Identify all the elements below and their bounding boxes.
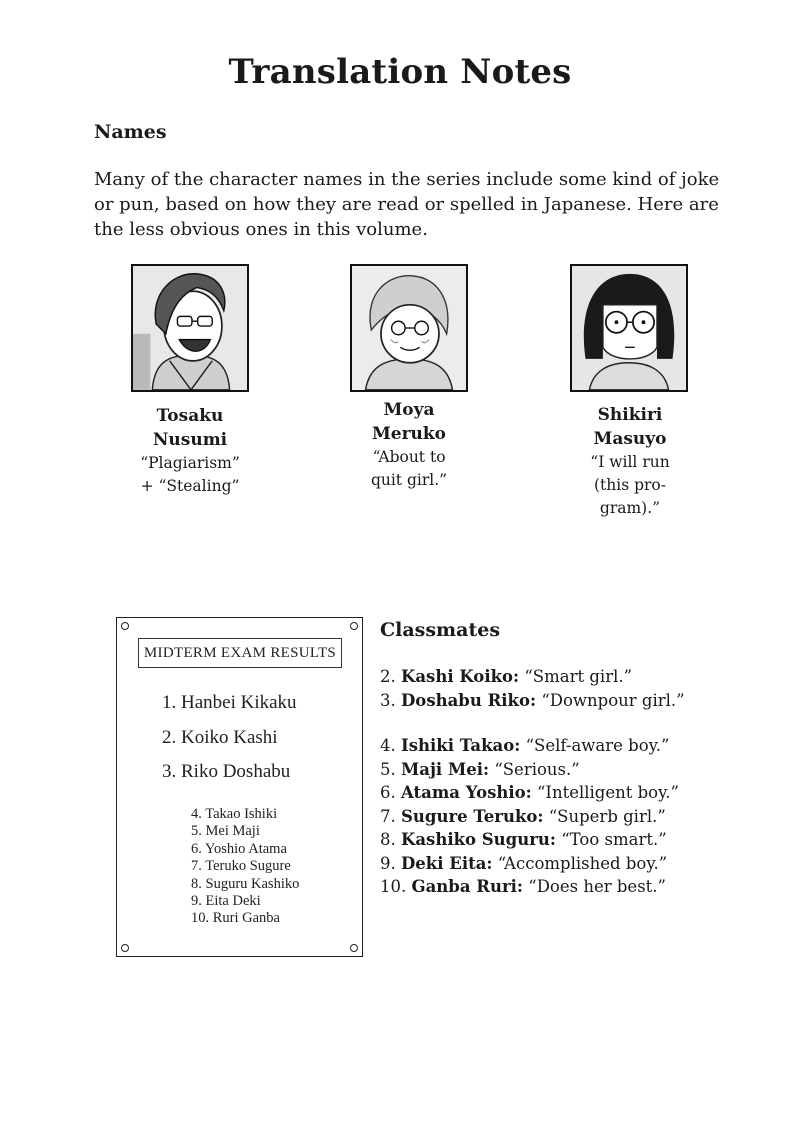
shikiri-portrait-image (572, 266, 686, 390)
classmate-number: 4. (380, 736, 396, 755)
exam-rank-item: 7. Teruko Sugure (191, 858, 291, 875)
exam-rank-item: 4. Takao Ishiki (191, 806, 278, 822)
exam-rank-item: 5. Mei Maji (191, 823, 260, 840)
classmate-name: Atama Yoshio: (401, 783, 532, 802)
classmate-name: Doshabu Riko: (401, 690, 537, 710)
exam-rank-item: 10. Ruri Ganba (191, 910, 280, 927)
character-caption-moya (320, 398, 498, 492)
classmate-meaning: “Self-aware boy.” (525, 736, 670, 755)
classmate-number: 8. (380, 830, 396, 849)
classmate-name: Deki Eita: (401, 853, 493, 873)
classmate-item (380, 828, 685, 852)
classmate-name: Kashi Koiko: (401, 667, 520, 686)
classmate-number: 7. (380, 806, 396, 826)
classmate-item (380, 875, 685, 899)
exam-results-board (116, 617, 363, 957)
classmate-meaning: “Downpour girl.” (541, 690, 685, 710)
classmate-meaning: “Serious.” (494, 759, 580, 779)
character-caption-shikiri (541, 403, 719, 520)
classmate-item (380, 781, 685, 805)
exam-rank-item: 6. Yoshio Atama (191, 840, 287, 857)
moya-portrait-image (352, 266, 466, 390)
screw-icon (350, 622, 358, 630)
portrait-tosaku (131, 264, 249, 392)
classmate-name: Maji Mei: (401, 759, 490, 779)
classmate-number: 3. (380, 690, 396, 710)
classmate-name: Kashiko Suguru: (401, 830, 556, 849)
classmate-item (380, 805, 685, 829)
classmate-number: 2. (380, 667, 396, 686)
exam-board-heading: MIDTERM EXAM RESULTS (138, 638, 342, 668)
classmate-number: 5. (380, 759, 396, 779)
classmate-meaning: “Intelligent boy.” (536, 783, 679, 802)
exam-rank-item: 9. Eita Deki (191, 893, 261, 910)
intro-paragraph: Many of the character names in the series include some kind of joke or pun, based on how they are read or spelled in Japanese. Here are the less obvious ones in this volume. (94, 169, 720, 240)
exam-rank-item: 1. Hanbei Kikaku (162, 692, 297, 713)
character-meaning: “I will run (this pro- gram).” (590, 453, 670, 517)
classmate-number: 6. (380, 783, 396, 802)
exam-rank-item: 2. Koiko Kashi (162, 726, 278, 748)
exam-rank-item: 3. Riko Doshabu (162, 761, 291, 782)
classmate-item (380, 689, 685, 713)
classmate-number: 9. (380, 853, 396, 873)
character-meaning: “Plagiarism” + “Stealing” (140, 454, 240, 495)
exam-rank-item: 8. Suguru Kashiko (191, 875, 300, 892)
screw-icon (121, 944, 129, 952)
page-title: Translation Notes (228, 52, 572, 92)
exam-top-ranks (162, 692, 297, 796)
classmate-item (380, 758, 685, 782)
classmate-item (380, 734, 685, 758)
classmate-name: Ganba Ruri: (411, 877, 524, 896)
exam-other-ranks (191, 806, 299, 928)
classmates-heading: Classmates (380, 619, 501, 641)
classmate-name: Sugure Teruko: (401, 806, 544, 826)
portrait-moya (350, 264, 468, 392)
portrait-shikiri (570, 264, 688, 392)
classmate-meaning: “Accomplished boy.” (497, 853, 668, 873)
classmate-item (380, 665, 685, 689)
screw-icon (350, 944, 358, 952)
character-meaning: “About to quit girl.” (370, 448, 448, 489)
names-heading: Names (94, 121, 167, 143)
classmates-list (380, 665, 685, 899)
screw-icon (121, 622, 129, 630)
classmate-name: Ishiki Takao: (401, 736, 521, 755)
classmate-meaning: “Superb girl.” (548, 806, 666, 826)
classmate-meaning: “Does her best.” (528, 877, 666, 896)
character-name: Shikiri Masuyo (593, 405, 667, 449)
classmate-number: 10. (380, 877, 407, 896)
classmate-item (380, 852, 685, 876)
character-name: Moya Meruko (371, 400, 447, 444)
character-name: Tosaku Nusumi (152, 406, 228, 450)
classmate-meaning: “Too smart.” (561, 830, 667, 849)
tosaku-portrait-image (133, 266, 247, 390)
character-caption-tosaku (101, 404, 279, 498)
classmate-meaning: “Smart girl.” (524, 667, 633, 686)
